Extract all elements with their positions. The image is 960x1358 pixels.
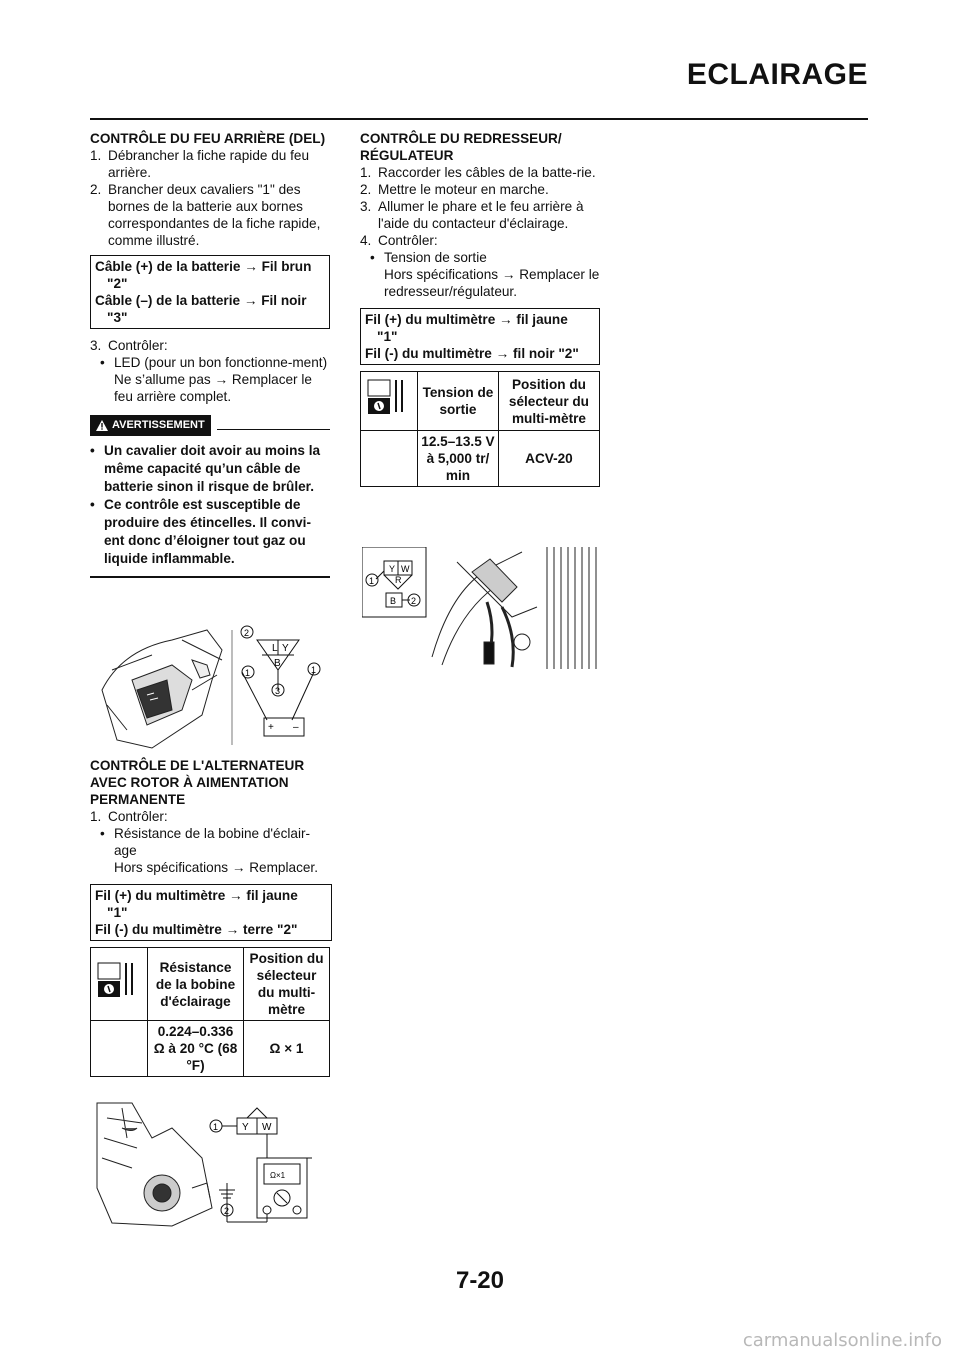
regulator-test-figure xyxy=(362,547,602,669)
warning-item: • Ce contrôle est susceptible de produire des étincelles. Il convi-ent donc d’éloigner tout gaz ou liquide inflammable. xyxy=(90,497,311,566)
bullet-item: • LED (pour un bon fonctionne-ment) xyxy=(100,355,328,370)
wire-label-W: W xyxy=(401,564,410,574)
taillight-test-figure xyxy=(92,620,332,750)
bullet-sub-text: Hors spécifications → Remplacer. xyxy=(114,860,318,875)
list-item: 2. Mettre le moteur en marche. xyxy=(360,182,549,197)
connection-box: Câble (+) de la batterie → Fil brun "2" Câble (–) de la batterie → Fil noir "3" xyxy=(90,255,330,329)
multimeter-icon xyxy=(94,957,144,1007)
callout-1: 1 xyxy=(311,665,317,675)
table-header: Résistance de la bobine d'éclairage xyxy=(148,948,244,1021)
warning-body xyxy=(90,442,330,568)
list-item: 4. Contrôler: xyxy=(360,233,438,248)
section-title-taillight: CONTRÔLE DU FEU ARRIÈRE (DEL) xyxy=(90,131,326,146)
page-title: ECLAIRAGE xyxy=(686,58,868,91)
battery-minus: – xyxy=(293,722,299,733)
section-title-alternator: CONTRÔLE DE L'ALTERNATEUR AVEC ROTOR À AIMENTATION PERMANENTE xyxy=(90,758,305,807)
callout-2: 2 xyxy=(411,596,417,606)
list-item: 1. Raccorder les câbles de la batte-rie. xyxy=(360,165,596,180)
callout-3: 3 xyxy=(275,686,281,696)
table-cell: ACV-20 xyxy=(498,431,599,487)
wire-label-B: B xyxy=(390,596,397,606)
callout-1: 1 xyxy=(245,668,251,678)
wire-label-Y: Y xyxy=(389,564,396,574)
warning-icon xyxy=(96,420,108,431)
callout-1: 1 xyxy=(213,1122,219,1132)
multimeter-box: Fil (+) du multimètre → fil jaune "1" Fil (-) du multimètre → terre "2" xyxy=(90,884,332,941)
header-rule xyxy=(90,118,868,120)
warning-badge: AVERTISSEMENT xyxy=(90,415,211,436)
callout-1: 1 xyxy=(369,576,375,586)
meter-range-label: Ω×1 xyxy=(270,1171,286,1180)
bullet-item: • Résistance de la bobine d'éclair-age xyxy=(100,826,311,858)
wire-label-B: B xyxy=(274,658,281,669)
page-number: 7-20 xyxy=(455,1267,505,1294)
spec-table xyxy=(360,371,600,487)
watermark: carmanualsonline.info xyxy=(742,1330,942,1351)
table-cell: 0.224–0.336 Ω à 20 °C (68 °F) xyxy=(148,1021,244,1077)
right-column xyxy=(360,130,600,487)
wire-label-Y: Y xyxy=(242,1122,249,1133)
multimeter-box: Fil (+) du multimètre → fil jaune "1" Fil (-) du multimètre → fil noir "2" xyxy=(360,308,600,365)
multimeter-icon xyxy=(364,374,414,424)
list-item: 1. Contrôler: xyxy=(90,809,168,824)
list-item: 1. Débrancher la fiche rapide du feu arrière. xyxy=(90,148,310,180)
bullet-sub-text: Ne s’allume pas → Remplacer le feu arrière complet. xyxy=(114,372,312,404)
alternator-test-figure xyxy=(92,1098,332,1228)
wire-label-L: L xyxy=(272,643,278,654)
wire-label-W: W xyxy=(262,1122,272,1133)
battery-plus: + xyxy=(268,722,274,733)
callout-2: 2 xyxy=(244,628,250,638)
table-header: Position du sélecteur du multi-mètre xyxy=(244,948,330,1021)
wire-label-R: R xyxy=(395,575,402,585)
list-item: 2. Brancher deux cavaliers "1" des bornes de la batterie aux bornes correspondantes de la fiche rapide, comme illustré. xyxy=(90,182,321,248)
table-cell: 12.5–13.5 V à 5,000 tr/ min xyxy=(418,431,499,487)
spec-table xyxy=(90,947,330,1077)
list-item: 3. Contrôler: xyxy=(90,338,168,353)
warning-bottom-rule xyxy=(90,576,330,578)
bullet-item: • Tension de sortie xyxy=(370,250,487,265)
callout-2: 2 xyxy=(224,1206,230,1216)
section-title-regulator: CONTRÔLE DU REDRESSEUR/ RÉGULATEUR xyxy=(360,131,562,163)
table-header: Position du sélecteur du multi-mètre xyxy=(498,372,599,431)
warning-item: • Un cavalier doit avoir au moins la même capacité qu’un câble de batterie sinon il risque de brûler. xyxy=(90,443,321,494)
table-cell: Ω × 1 xyxy=(244,1021,330,1077)
table-header: Tension de sortie xyxy=(418,372,499,431)
list-item: 3. Allumer le phare et le feu arrière à l'aide du contacteur d'éclairage. xyxy=(360,199,584,231)
warning-header xyxy=(90,415,330,436)
left-column-lower xyxy=(90,757,332,1077)
wire-label-Y: Y xyxy=(282,643,289,654)
bullet-sub-text: Hors spécifications → Remplacer le redresseur/régulateur. xyxy=(384,267,600,299)
left-column xyxy=(90,130,330,578)
